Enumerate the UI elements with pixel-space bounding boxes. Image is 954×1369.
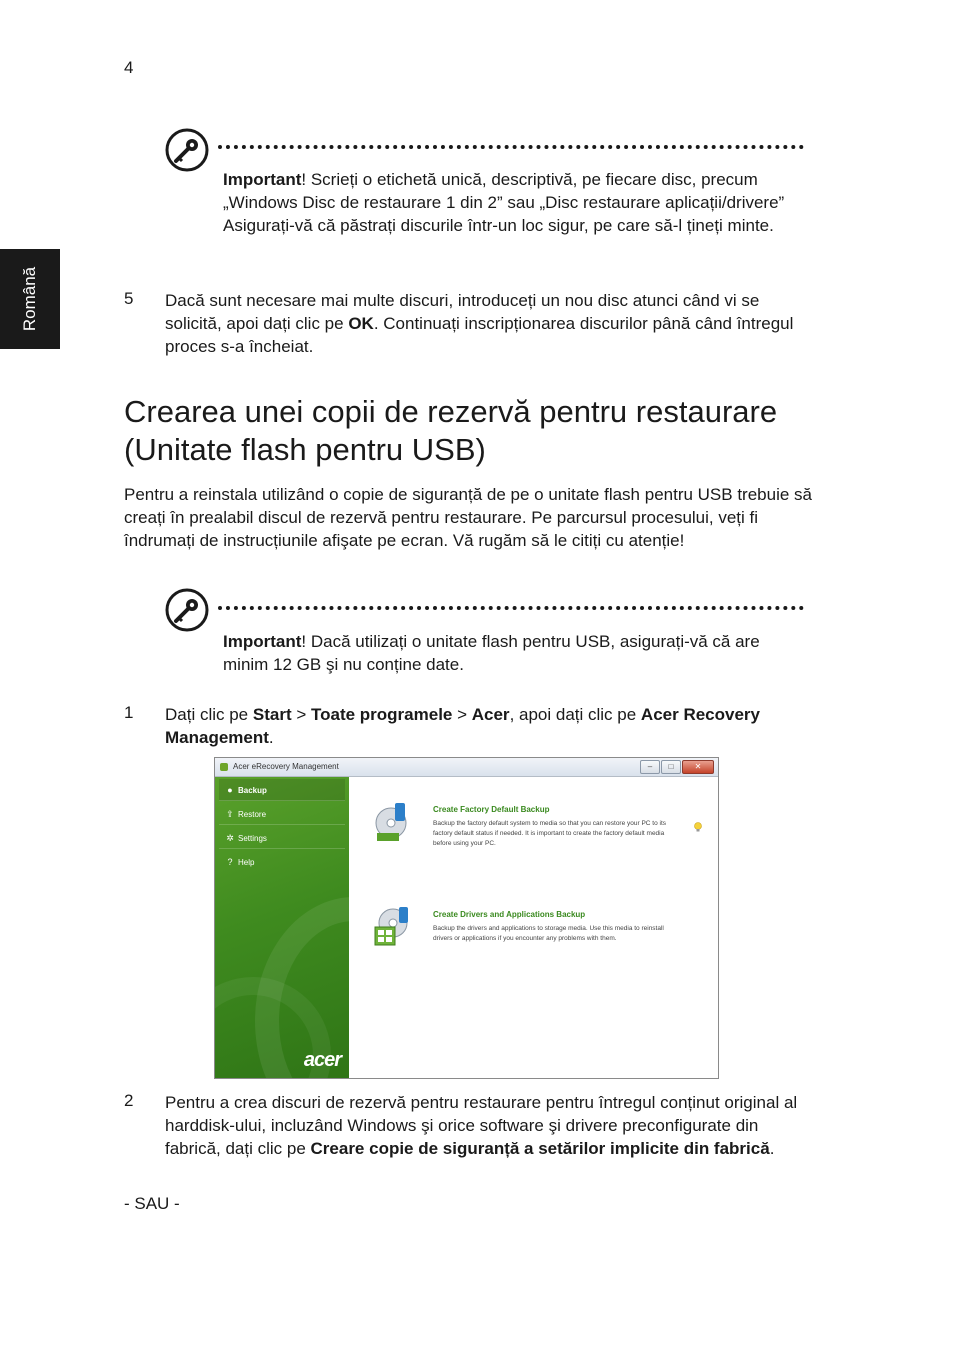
sidebar-item-backup[interactable] (219, 779, 345, 801)
important-note-1 (223, 168, 803, 238)
note-divider (218, 606, 804, 610)
sidebar-item-label: Restore (238, 810, 267, 819)
note-text: ! Dacă utilizați o unitate flash pentru USB, asigurați-vă că are minim 12 GB şi nu conține date. (223, 632, 760, 675)
factory-backup-description: Backup the factory default system to media so that you can restore your PC to its factory default status if needed. It is important to create the factory default media before using your PC. (433, 820, 667, 847)
text: Dacă sunt necesare mai multe discuri, introduceți un nou disc atunci când vi se solicită, apoi dați clic pe (165, 291, 760, 334)
factory-backup-title[interactable]: Create Factory Default Backup (433, 805, 550, 814)
text: . (769, 1139, 775, 1159)
disc-icon: ● (227, 785, 233, 795)
language-label: Română (20, 266, 39, 332)
app-content (349, 777, 718, 1078)
step-number: 5 (124, 289, 134, 308)
sidebar-item-label: Help (238, 858, 255, 867)
step-1-text (165, 703, 810, 749)
close-button[interactable]: ✕ (682, 760, 714, 774)
step-2-text (165, 1091, 815, 1161)
lightbulb-icon[interactable] (694, 822, 702, 832)
important-note-2 (223, 630, 803, 676)
note-label: Important (223, 170, 302, 189)
sidebar-item-restore[interactable] (219, 803, 345, 825)
all-programs-label: Toate programele (310, 705, 453, 724)
start-label: Start (252, 705, 292, 724)
step-number: 2 (124, 1091, 134, 1110)
recovery-app-screenshot (214, 757, 719, 1079)
text: > (452, 705, 472, 724)
sidebar-item-settings[interactable] (219, 827, 345, 849)
window-titlebar (215, 758, 718, 777)
acer-logo: acer (303, 1049, 341, 1071)
intro-paragraph: Pentru a reinstala utilizând o copie de siguranță de pe o unitate flash pentru USB trebuie să creați în prealabil discul de rezervă pentru restaurare. Pe parcursul procesului, veți fi îndrumați de instrucțiunile afişate pe ecran. Vă rugăm să le citiți cu atenție! (124, 485, 812, 551)
sidebar-item-help[interactable] (219, 851, 345, 873)
maximize-button[interactable]: □ (661, 760, 681, 774)
step-number: 1 (124, 703, 134, 722)
text: Pentru a crea discuri de rezervă pentru restaurare pentru întregul conținut original al harddisk-ului, incluzând Windows şi orice software şi drivere preconfigurate din fabrică, dați clic pe (165, 1093, 798, 1159)
drivers-backup-icon[interactable] (373, 905, 413, 949)
note-divider (218, 145, 804, 149)
help-icon: ? (227, 857, 233, 867)
gear-icon: ✲ (226, 833, 234, 843)
ok-label: OK (348, 314, 374, 334)
minimize-button[interactable]: – (640, 760, 660, 774)
factory-default-label: Creare copie de siguranță a setărilor implicite din fabrică (310, 1139, 770, 1159)
acer-recovery-label: Acer Recovery Management (165, 705, 760, 748)
app-icon (220, 763, 228, 771)
drivers-backup-description: Backup the drivers and applications to storage media. Use this media to reinstall drivers or applications if you encounter any problems with them. (433, 925, 664, 942)
section-heading: Crearea unei copii de rezervă pentru restaurare (Unitate flash pentru USB) (124, 394, 778, 467)
app-sidebar (215, 777, 349, 1078)
text: . Continuați inscripționarea discurilor până când întregul proces s-a încheiat. (165, 314, 794, 357)
step-5-text (165, 289, 810, 359)
key-icon (165, 588, 209, 632)
window-controls (640, 760, 714, 774)
sidebar-item-label: Backup (238, 786, 267, 795)
drivers-backup-title[interactable]: Create Drivers and Applications Backup (433, 910, 586, 919)
note-label: Important (223, 632, 302, 651)
factory-backup-icon[interactable] (373, 799, 413, 843)
language-side-tab (0, 249, 60, 349)
or-separator: - SAU - (124, 1194, 180, 1213)
page-number: 4 (124, 58, 134, 77)
key-icon (165, 128, 209, 172)
acer-label: Acer (471, 705, 510, 724)
text: > (291, 705, 311, 724)
window-title: Acer eRecovery Management (233, 762, 339, 771)
text: . (268, 728, 274, 748)
sidebar-item-label: Settings (238, 834, 267, 843)
restore-icon: ⇪ (226, 809, 234, 819)
note-text: ! Scrieți o etichetă unică, descriptivă, pe fiecare disc, precum „Windows Disc de restaurare 1 din 2” sau „Disc restaurare aplicații/drivere” Asigurați-vă că păstrați discurile într-un loc sigur, pe care să-l țineți minte. (223, 170, 785, 236)
text: , apoi dați clic pe (509, 705, 641, 724)
text: Dați clic pe (165, 705, 253, 724)
